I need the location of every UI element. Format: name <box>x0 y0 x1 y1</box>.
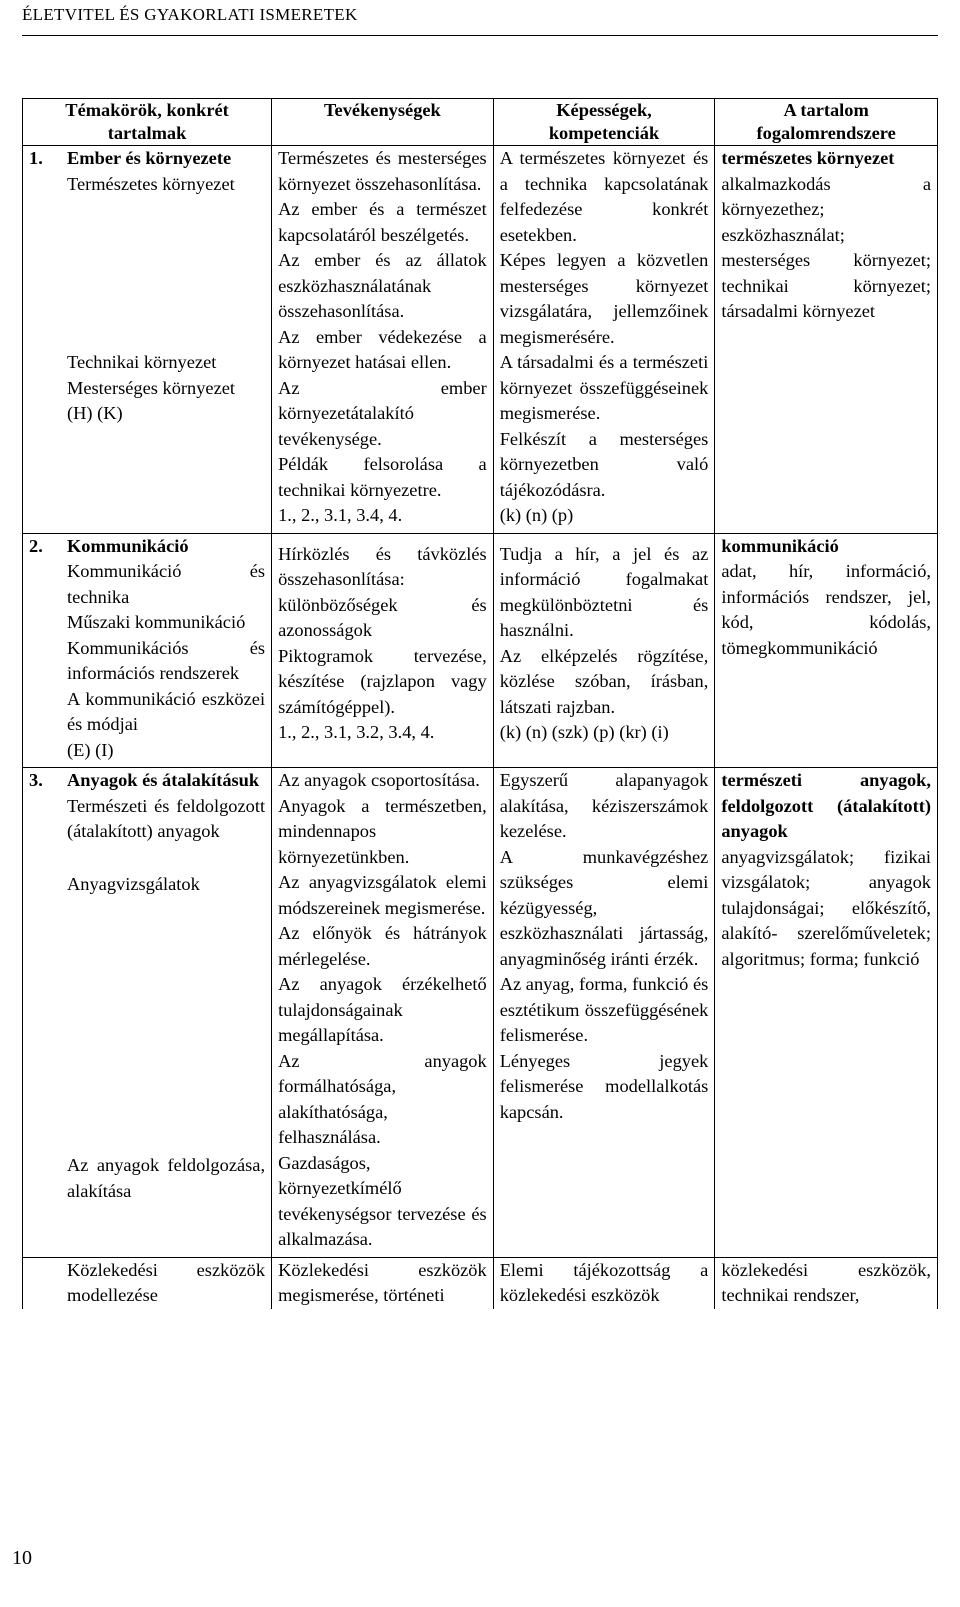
activity-item: Anyagok a természetben, mindennapos környezetünkben. <box>278 795 487 867</box>
activity-item: Az ember környezetátalakító tevékenysége. <box>278 377 487 449</box>
topic-line: Természeti és feldolgozott (átalakított) anyagok <box>67 795 266 841</box>
concepts-cell <box>715 768 938 1258</box>
skill-item: Képes legyen a közvetlen mesterséges környezet vizsgálatára, jellemzőinek megismerésére. <box>499 250 709 347</box>
skill-item: A társadalmi és a természeti környezet összefüggéseinek megismerése. <box>499 352 709 423</box>
key-concept: természeti anyagok, feldolgozott (átalakított) anyagok <box>721 770 931 841</box>
topic-line: Az anyagok feldolgozása, alakítása <box>67 1155 266 1201</box>
topic-line: (E) (I) <box>67 739 114 760</box>
table-header-row <box>23 99 938 146</box>
header-rule <box>22 35 938 36</box>
running-header: ÉLETVITEL ÉS GYAKORLATI ISMERETEK <box>22 5 358 24</box>
activity-item: Közlekedési eszközök megismerése, történeti <box>278 1259 487 1305</box>
topic-line: A kommunikáció eszközei és módjai <box>67 688 266 734</box>
table-row <box>23 533 938 768</box>
topic-title: Ember és környezete <box>67 148 232 168</box>
skill-item: A munkavégzéshez szükséges elemi kézügyesség, eszközhasználati jártasság, anyagminőség iránti érzék. <box>499 846 709 969</box>
curriculum-table <box>22 98 938 1309</box>
key-concept: természetes környezet <box>721 148 895 168</box>
column-header-concepts: A tartalom fogalomrendszere <box>715 99 938 146</box>
topic-line: Kommunikáció és technika <box>67 561 266 607</box>
activities-cell <box>272 533 494 768</box>
table-row <box>23 768 938 1258</box>
skill-item: Tudja a hír, a jel és az információ fogalmakat megkülönböztetni és használni. <box>499 543 709 640</box>
topic-number: 1. <box>29 148 43 168</box>
skill-item: (k) (n) (p) <box>499 505 574 525</box>
topic-line: (H) (K) <box>67 403 123 423</box>
topic-line: Technikai környezet <box>67 352 217 372</box>
skills-cell <box>493 768 715 1258</box>
skills-cell <box>493 533 715 768</box>
activity-item: 1., 2., 3.1, 3.2, 3.4, 4. <box>278 722 435 742</box>
activity-item: Az ember és az állatok eszközhasználatának összehasonlítása. <box>278 250 487 321</box>
activity-item: Gazdaságos, környezetkímélő tevékenységsor tervezése és alkalmazása. <box>278 1152 487 1249</box>
topic-cell <box>23 1257 272 1309</box>
activities-cell <box>272 146 494 534</box>
concept-list: anyagvizsgálatok; fizikai vizsgálatok; anyagok tulajdonságai; előkészítő, alakító- szerelőműveletek; algoritmus; forma; funkció <box>721 846 931 969</box>
activity-item: Piktogramok tervezése, készítése (rajzlapon vagy számítógéppel). <box>278 645 487 717</box>
column-header-activities: Tevékenységek <box>272 99 494 146</box>
activity-item: Az anyagok csoportosítása. <box>278 770 480 790</box>
skill-item: (k) (n) (szk) (p) (kr) (i) <box>499 722 669 742</box>
concepts-cell <box>715 146 938 534</box>
topic-number: 3. <box>29 770 43 790</box>
concept-list: adat, hír, információ, információs rendszer, jel, kód, kódolás, tömegkommunikáció <box>721 561 931 658</box>
activity-item: Az ember és a természet kapcsolatáról beszélgetés. <box>278 199 487 245</box>
skills-cell <box>493 146 715 534</box>
skill-item: Az anyag, forma, funkció és esztétikum összefüggésének felismerése. <box>499 974 709 1045</box>
activity-item: Természetes és mesterséges környezet összehasonlítása. <box>278 148 487 194</box>
topic-heading <box>29 534 265 560</box>
activity-item: 1., 2., 3.1, 3.4, 4. <box>278 505 403 525</box>
key-concept: kommunikáció <box>721 535 839 556</box>
activity-item: Az előnyök és hátrányok mérlegelése. <box>278 923 487 969</box>
topic-heading <box>29 146 265 172</box>
activities-cell <box>272 1257 494 1309</box>
page-number: 10 <box>12 1547 32 1569</box>
skill-item: Lényeges jegyek felismerése modellalkotás kapcsán. <box>499 1050 709 1122</box>
column-header-skills: Képességek, kompetenciák <box>493 99 715 146</box>
column-header-topics: Témakörök, konkrét tartalmak <box>23 99 272 146</box>
topic-title: Kommunikáció <box>67 535 189 556</box>
topic-line: Mesterséges környezet <box>67 377 236 398</box>
skill-item: Elemi tájékozottság a közlekedési eszközök <box>499 1259 709 1305</box>
topic-line: Műszaki kommunikáció <box>67 612 246 632</box>
concepts-cell <box>715 533 938 768</box>
topic-heading <box>29 768 265 794</box>
concept-list: alkalmazkodás a környezethez; eszközhasználat; mesterséges környezet; technikai környezet; társadalmi környezet <box>721 173 931 321</box>
topic-line: Anyagvizsgálatok <box>67 873 200 894</box>
concepts-cell <box>715 1257 938 1309</box>
skill-item: Az elképzelés rögzítése, közlése szóban, írásban, látszati rajzban. <box>499 645 709 717</box>
activity-item: Az anyagok érzékelhető tulajdonságainak megállapítása. <box>278 974 487 1045</box>
topic-line: Kommunikációs és információs rendszerek <box>67 637 266 683</box>
topic-line: Természetes környezet <box>67 173 235 194</box>
topic-title: Anyagok és átalakításuk <box>67 770 260 790</box>
skills-cell <box>493 1257 715 1309</box>
table-row <box>23 1257 938 1309</box>
topic-cell <box>23 533 272 768</box>
activity-item: Példák felsorolása a technikai környezetre. <box>278 454 487 500</box>
activities-cell <box>272 768 494 1258</box>
topic-cell <box>23 146 272 534</box>
table-row <box>23 146 938 534</box>
topic-line: Közlekedési eszközök modellezése <box>67 1259 266 1305</box>
concept-list: közlekedési eszközök, technikai rendszer, <box>721 1259 931 1305</box>
activity-item: Hírközlés és távközlés összehasonlítása: különbözőségek és azonosságok <box>278 543 487 640</box>
activity-item: Az anyagok formálhatósága, alakíthatósága, felhasználása. <box>278 1050 487 1147</box>
skill-item: A természetes környezet és a technika kapcsolatának felfedezése konkrét esetekben. <box>499 148 709 245</box>
topic-cell <box>23 768 272 1258</box>
skill-item: Felkészít a mesterséges környezetben való tájékozódásra. <box>499 428 709 500</box>
skill-item: Egyszerű alapanyagok alakítása, kéziszerszámok kezelése. <box>499 770 709 841</box>
activity-item: Az anyagvizsgálatok elemi módszereinek megismerése. <box>278 872 487 918</box>
activity-item: Az ember védekezése a környezet hatásai ellen. <box>278 326 487 372</box>
topic-number: 2. <box>29 535 43 556</box>
